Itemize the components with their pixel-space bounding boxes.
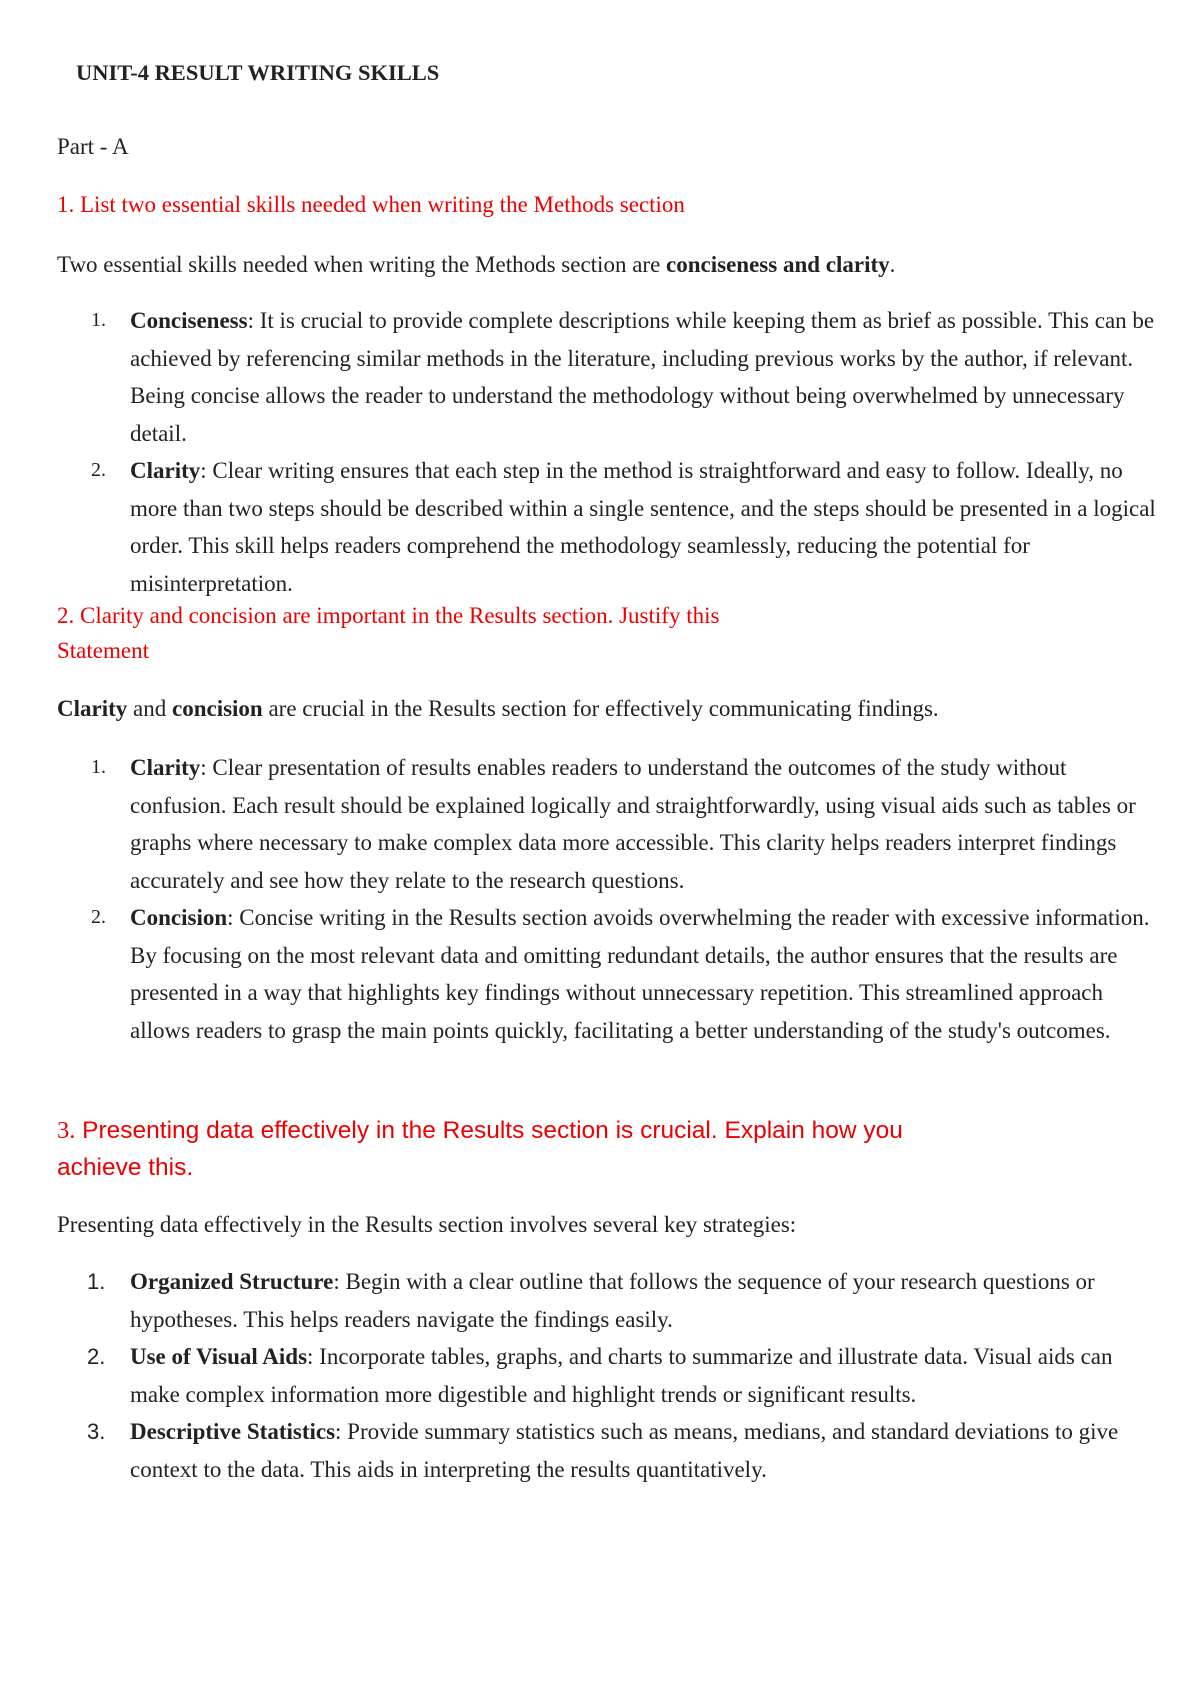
intro-bold: Clarity bbox=[57, 696, 128, 721]
list-term: Conciseness bbox=[130, 308, 248, 333]
question-2-text-line2: Statement bbox=[57, 638, 149, 663]
part-heading: Part - A bbox=[57, 134, 129, 159]
list-item bbox=[57, 749, 1157, 899]
question-1-text: List two essential skills needed when writing the Methods section bbox=[74, 192, 685, 217]
intro-bold: conciseness and clarity bbox=[666, 252, 890, 277]
intro-text: Two essential skills needed when writing the Methods section are bbox=[57, 252, 667, 277]
list-number: 2. bbox=[91, 459, 106, 481]
list-text: : Begin with a clear outline that follows the sequence of your research questions or hypotheses. This helps readers navigate the findings easily. bbox=[130, 1269, 1095, 1332]
list-term: Clarity bbox=[130, 458, 201, 483]
list-item bbox=[57, 302, 1157, 452]
list-term: Clarity bbox=[130, 755, 201, 780]
list-term: Use of Visual Aids bbox=[130, 1344, 308, 1369]
list-number: 3. bbox=[87, 1419, 106, 1444]
list-term: Descriptive Statistics bbox=[130, 1419, 336, 1444]
question-3-list bbox=[57, 1263, 1157, 1488]
intro-bold: concision bbox=[171, 696, 263, 721]
list-text: : Clear writing ensures that each step in the method is straightforward and easy to follow. Ideally, no more than two steps should be described within a single sentence, and the steps should be presented in a logical order. This skill helps readers comprehend the methodology seamlessly, reducing the potential for misinterpretation. bbox=[130, 458, 1156, 596]
list-term: Organized Structure bbox=[130, 1269, 334, 1294]
list-item bbox=[57, 1263, 1157, 1338]
question-3-text-line1: Presenting data effectively in the Results section is crucial. Explain how you bbox=[75, 1117, 903, 1144]
question-1-number: 1. bbox=[57, 192, 75, 217]
question-1-intro bbox=[57, 250, 895, 280]
list-term: Concision bbox=[130, 905, 228, 930]
question-1-list bbox=[57, 302, 1157, 602]
list-item bbox=[57, 1413, 1157, 1488]
question-3-text-line2: achieve this. bbox=[57, 1154, 194, 1181]
question-2-intro bbox=[57, 694, 939, 724]
list-number: 2. bbox=[91, 906, 106, 928]
list-text: : Clear presentation of results enables readers to understand the outcomes of the study without confusion. Each result should be explained logically and straightforwardly, using visual aids such as tables or graphs where necessary to make complex data more accessible. This clarity helps readers interpret findings accurately and see how they relate to the research questions. bbox=[130, 755, 1136, 893]
list-text: : Concise writing in the Results section avoids overwhelming the reader with excessive information. By focusing on the most relevant data and omitting redundant details, the author ensures that the results are presented in a way that highlights key findings without unnecessary repetition. This streamlined approach allows readers to grasp the main points quickly, facilitating a better understanding of the study's outcomes. bbox=[130, 905, 1150, 1043]
list-number: 2. bbox=[87, 1344, 106, 1369]
question-1 bbox=[57, 186, 685, 224]
list-item bbox=[57, 1338, 1157, 1413]
question-3 bbox=[57, 1112, 903, 1186]
question-3-intro: Presenting data effectively in the Results section involves several key strategies: bbox=[57, 1212, 797, 1237]
list-number: 1. bbox=[87, 1269, 106, 1294]
list-item bbox=[57, 452, 1157, 602]
question-2-list bbox=[57, 749, 1157, 1049]
list-text: : It is crucial to provide complete descriptions while keeping them as brief as possible. This can be achieved by referencing similar methods in the literature, including previous works by the author, if relevant. Being concise allows the reader to understand the methodology without being overwhelmed by unnecessary detail. bbox=[130, 308, 1155, 446]
question-2 bbox=[57, 598, 719, 668]
list-number: 1. bbox=[91, 309, 106, 331]
unit-title: UNIT-4 RESULT WRITING SKILLS bbox=[76, 60, 440, 85]
list-text: : Incorporate tables, graphs, and charts to summarize and illustrate data. Visual aids can make complex information more digestible and highlight trends or significant results. bbox=[130, 1344, 1113, 1407]
list-number: 1. bbox=[91, 756, 106, 778]
question-2-text-line1: Clarity and concision are important in the Results section. Justify this bbox=[74, 603, 720, 628]
intro-text: are crucial in the Results section for effectively communicating findings. bbox=[262, 696, 939, 721]
question-2-number: 2. bbox=[57, 603, 75, 628]
list-text: : Provide summary statistics such as means, medians, and standard deviations to give context to the data. This aids in interpreting the results quantitatively. bbox=[130, 1419, 1119, 1482]
intro-text: and bbox=[127, 696, 172, 721]
intro-end: . bbox=[889, 252, 896, 277]
question-3-number: 3. bbox=[57, 1117, 76, 1144]
list-item bbox=[57, 899, 1157, 1049]
